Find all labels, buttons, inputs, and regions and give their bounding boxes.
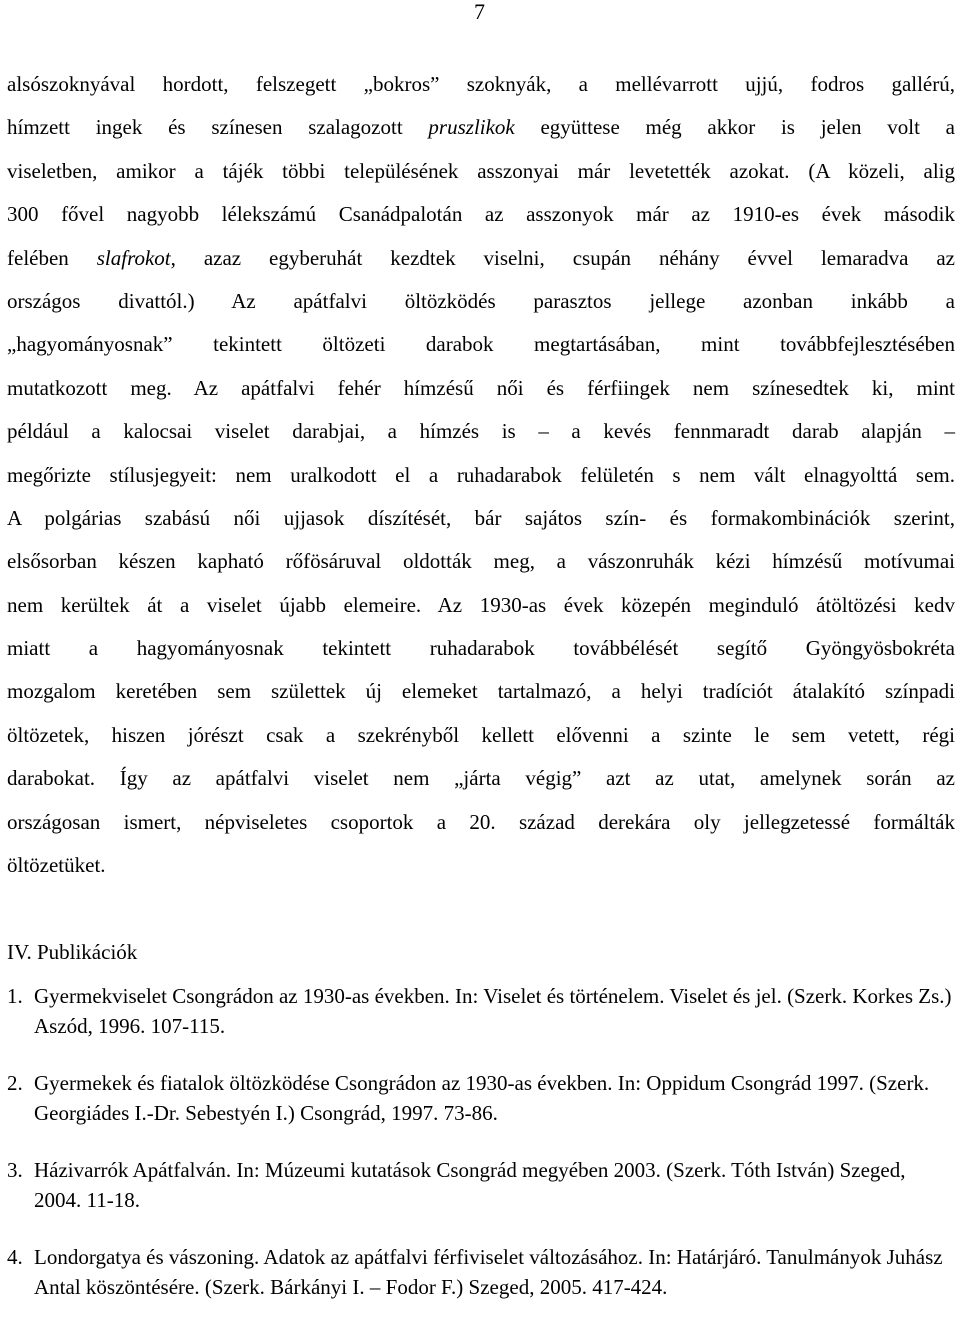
paragraph-line: országos divattól.) Az apátfalvi öltözködés parasztos jellege azonban inkább a [7, 288, 955, 313]
body-paragraph [7, 63, 955, 887]
publication-number: 3. [7, 1158, 23, 1182]
publication-list [7, 982, 955, 1330]
paragraph-line: megőrizte stílusjegyeit: nem uralkodott el a ruhadarabok felületén s nem vált elnagyolttá sem. [7, 462, 955, 487]
paragraph-line: öltözetüket. [7, 853, 106, 878]
italic-term: pruszlikok [428, 115, 515, 140]
paragraph-line: nem kerültek át a viselet újabb elemeire. Az 1930-as évek közepén meginduló átöltözési kedv [7, 592, 955, 617]
publication-text: Londorgatya és vászoning. Adatok az apátfalvi férfiviselet változásához. In: Határjáró. Tanulmányok Juhász Antal köszöntésére. (Szerk. Bárkányi I. – Fodor F.) Szeged, 2005. 417-424. [34, 1245, 943, 1299]
paragraph-line: „hagyományosnak” tekintett öltözeti darabok megtartásában, mint továbbfejlesztésében [7, 332, 955, 357]
paragraph-line: darabokat. Így az apátfalvi viselet nem „járta végig” azt az utat, amelynek során az [7, 766, 955, 791]
publication-item [7, 1156, 955, 1215]
paragraph-line: A polgárias szabású női ujjasok díszítését, bár sajátos szín- és formakombinációk szerint, [7, 505, 955, 530]
paragraph-line: alsószoknyával hordott, felszegett „bokros” szoknyák, a mellévarrott ujjú, fodros gallérú, [7, 72, 955, 96]
paragraph-line: 300 fővel nagyobb lélekszámú Csanádpalotán az asszonyok már az 1910-es évek második [7, 202, 955, 227]
publication-item [7, 1069, 955, 1128]
paragraph-line: öltözetek, hiszen jórészt csak a szekrényből kellett elővenni a szinte le sem vetett, régi [7, 722, 955, 747]
text-segment: , azaz egyberuhát kezdtek viselni, csupán néhány évvel lemaradva az [170, 245, 955, 270]
paragraph-line: országosan ismert, népviseletes csoportok a 20. század derekára oly jellegzetessé formálták [7, 809, 955, 834]
paragraph-line: viseletben, amikor a tájék többi településének asszonyai már levetették azokat. (A közeli, alig [7, 158, 955, 183]
paragraph-line [7, 237, 955, 280]
publication-text: Gyermekviselet Csongrádon az 1930-as években. In: Viselet és történelem. Viselet és jel. (Szerk. Korkes Zs.) Aszód, 1996. 107-115. [34, 984, 952, 1038]
publication-number: 1. [7, 984, 23, 1008]
paragraph-line [7, 106, 955, 149]
publication-item [7, 982, 955, 1041]
paragraph-line: miatt a hagyományosnak tekintett ruhadarabok továbbélését segítő Gyöngyösbokréta [7, 636, 955, 661]
publication-item [7, 1243, 955, 1302]
publication-text: Gyermekek és fiatalok öltözködése Csongrádon az 1930-as években. In: Oppidum Csongrád 1997. (Szerk. Georgiádes I.-Dr. Sebestyén I.) Csongrád, 1997. 73-86. [34, 1071, 930, 1125]
text-segment: hímzett ingek és színesen szalagozott [7, 115, 429, 140]
paragraph-line: mozgalom keretében sem születtek új elemeket tartalmazó, a helyi tradíciót átalakító színpadi [7, 679, 955, 704]
section-title: IV. Publikációk [7, 940, 138, 964]
page-number: 7 [474, 0, 485, 24]
paragraph-line: elsősorban készen kapható rőfösáruval oldották meg, a vászonruhák kézi hímzésű motívumai [7, 549, 955, 574]
text-segment: együttese még akkor is jelen volt a [514, 115, 955, 140]
text-segment: felében [7, 245, 97, 270]
publication-text: Házivarrók Apátfalván. In: Múzeumi kutatások Csongrád megyében 2003. (Szerk. Tóth István) Szeged, 2004. 11-18. [34, 1158, 906, 1212]
paragraph-line: mutatkozott meg. Az apátfalvi fehér hímzésű női és férfiingek nem színesedtek ki, mint [7, 375, 955, 400]
italic-term: slafrokot [96, 245, 171, 270]
paragraph-line: például a kalocsai viselet darabjai, a hímzés is – a kevés fennmaradt darab alapján – [7, 419, 955, 444]
publication-number: 2. [7, 1071, 23, 1095]
publication-number: 4. [7, 1245, 23, 1269]
